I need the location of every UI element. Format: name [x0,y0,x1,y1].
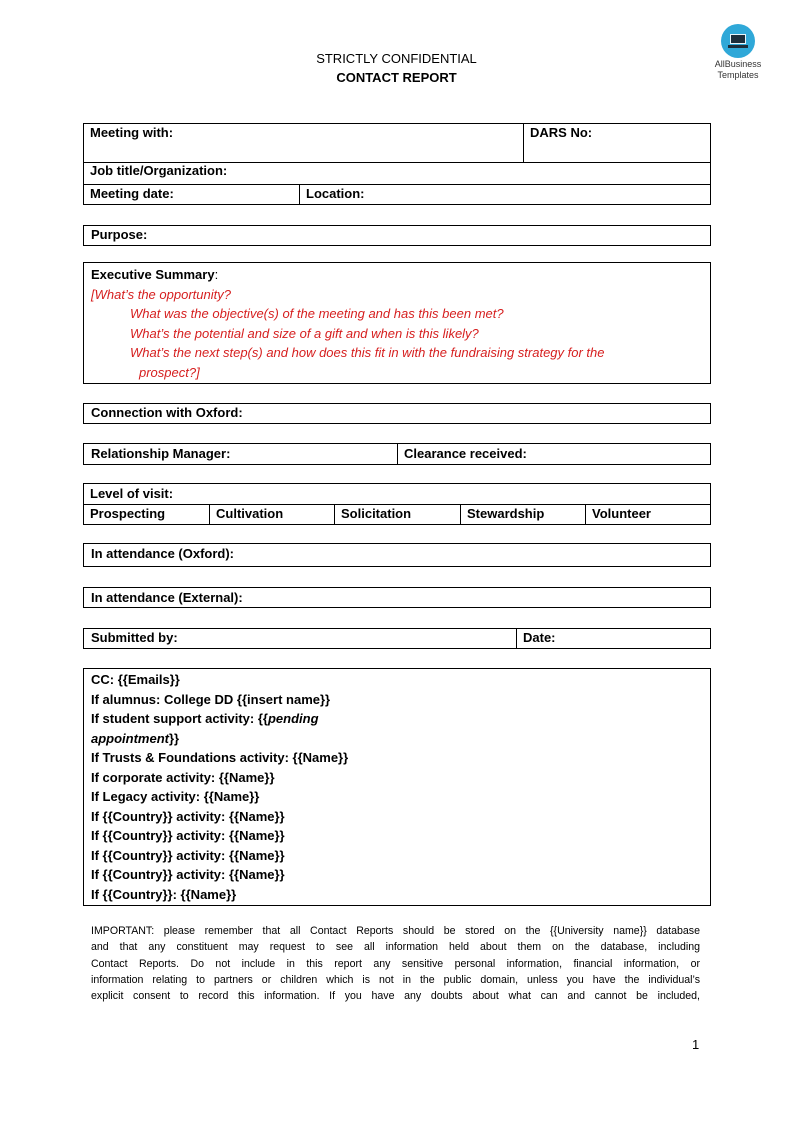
laptop-icon [721,24,755,58]
attendance-oxford-field[interactable]: In attendance (Oxford): [91,546,235,561]
notice-line-5: explicit consent to record this information. If you have any doubts about what can and cannot be included, [91,990,700,1003]
attendance-external-table [83,587,711,608]
executive-summary-label: Executive Summary [91,267,215,282]
meeting-with-field[interactable]: Meeting with: [90,125,174,140]
submitted-by-field[interactable]: Submitted by: [91,630,178,645]
notice-line-3: Contact Reports. Do not include in this report any sensitive personal information, financial information, or [91,957,700,970]
student-support-line-continuation: appointment}} [91,731,180,746]
location-field[interactable]: Location: [306,186,365,201]
visit-level-volunteer[interactable]: Volunteer [592,506,651,521]
clearance-field[interactable]: Clearance received: [404,446,527,461]
purpose-field[interactable]: Purpose: [91,227,148,242]
visit-level-prospecting[interactable]: Prospecting [90,506,166,521]
notice-line-4: information relating to partners or children which is not in the public domain, unless you have the individual’s [91,973,700,986]
country-line-1: If {{Country}} activity: {{Name}} [91,809,285,824]
meeting-date-field[interactable]: Meeting date: [90,186,174,201]
legacy-line: If Legacy activity: {{Name}} [91,789,260,804]
page-number: 1 [692,1037,700,1052]
executive-summary-intro: [What’s the opportunity? [91,287,231,302]
logo-text-line1: AllBusiness [714,59,762,69]
trusts-line: If Trusts & Foundations activity: {{Name}} [91,750,349,765]
visit-level-solicitation[interactable]: Solicitation [341,506,412,521]
connection-field[interactable]: Connection with Oxford: [91,405,243,420]
logo-text-line2: Templates [717,70,759,80]
summary-bullet-2: What’s the potential and size of a gift and when is this likely? [130,326,479,341]
important-notice [91,923,700,1004]
date-field[interactable]: Date: [523,630,556,645]
purpose-table [83,225,711,246]
executive-summary-table [83,262,711,384]
country-line-2: If {{Country}} activity: {{Name}} [91,828,285,843]
summary-bullet-1: What was the objective(s) of the meeting and has this been met? [130,306,504,321]
corporate-line: If corporate activity: {{Name}} [91,770,275,785]
cc-line: CC: {{Emails}} [91,672,180,687]
executive-summary-colon: : [214,267,219,282]
dars-no-field[interactable]: DARS No: [530,125,593,140]
attendance-oxford-table [83,543,711,567]
level-of-visit-label: Level of visit: [90,486,174,501]
notice-line-1: IMPORTANT: please remember that all Contact Reports should be stored on the {{University name}} database [91,925,700,937]
summary-bullet-3-continuation: prospect?] [139,365,200,380]
level-of-visit-table [83,483,711,525]
student-support-line: If student support activity: {{pending [91,711,319,726]
visit-level-cultivation[interactable]: Cultivation [216,506,284,521]
job-title-field[interactable]: Job title/Organization: [90,163,228,178]
notice-line-2: and that any constituent may request to see all information held about them on the database, including [91,941,700,954]
country-line-3: If {{Country}} activity: {{Name}} [91,848,285,863]
attendance-external-field[interactable]: In attendance (External): [91,590,243,605]
country-line-5: If {{Country}}: {{Name}} [91,887,237,902]
summary-bullet-3: What’s the next step(s) and how does this fit in with the fundraising strategy for the [130,345,605,360]
confidential-label: STRICTLY CONFIDENTIAL [316,51,477,66]
connection-table [83,403,711,424]
relationship-table [83,443,711,465]
visit-level-stewardship[interactable]: Stewardship [467,506,545,521]
brand-logo [706,24,770,80]
cc-table [83,668,711,906]
country-line-4: If {{Country}} activity: {{Name}} [91,867,285,882]
alumnus-line: If alumnus: College DD {{insert name}} [91,692,331,707]
page-title: CONTACT REPORT [336,70,457,85]
relationship-manager-field[interactable]: Relationship Manager: [91,446,231,461]
executive-summary-heading[interactable] [91,267,218,282]
meeting-info-table [83,123,711,205]
submitted-by-table [83,628,711,649]
